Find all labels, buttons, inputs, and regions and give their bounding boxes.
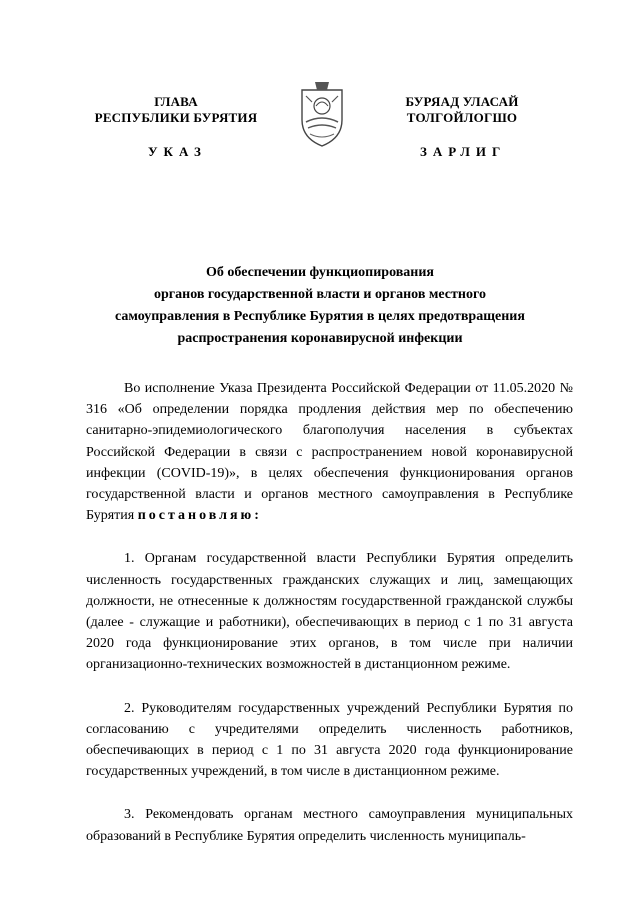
header-left <box>86 94 266 126</box>
resolve-word: постановляю: <box>137 508 262 524</box>
clause-paragraph: 1. Органам государственной власти Республики Бурятия определить численность государственных гражданских служащих и лиц, замещающих должности, не отнесенные к должностям государственной гражданской службы (далее - служащие и работники), обеспечивающих в период с 1 по 31 августа 2020 года функционирование этих органов, в том числе при наличии организационно-технических возможностей в дистанционном режиме. <box>86 551 573 673</box>
decree-label-ru: УКАЗ <box>148 144 207 159</box>
preamble-text: Во исполнение Указа Президента Российской Федерации от 11.05.2020 № 316 «Об определении порядка продления действия мер по обеспечению санитарно-эпидемиологического благополучия населения в субъектах Российской Федерации в связи с распространением новой коронавирусной инфекции (COVID-19)», в целях обеспечения функционирования органов государственной власти и органов местного самоуправления в Республике Бурятия <box>86 381 573 524</box>
document-body <box>86 378 573 869</box>
clause-paragraph: 2. Руководителям государственных учреждений Республики Бурятия по согласованию с учредителями определить численность работников, обеспечивающих в период с 1 по 31 августа 2020 года функционирование государственных учреждений, в том числе в дистанционном режиме. <box>86 700 573 780</box>
title-line: Об обеспечении функциопирования <box>206 265 434 280</box>
title-line: самоуправления в Республике Бурятия в целях предотвращения <box>115 309 525 324</box>
document-title <box>90 262 550 350</box>
preamble-paragraph <box>86 378 573 526</box>
title-line: органов государственной власти и органов местного <box>154 287 486 302</box>
coat-of-arms-emblem <box>296 76 348 148</box>
header-left-line2: РЕСПУБЛИКИ БУРЯТИЯ <box>94 110 258 125</box>
header-right-line2: ТОЛГОЙЛОГШО <box>406 110 518 125</box>
title-line: распространения коронавирусной инфекции <box>177 331 463 346</box>
decree-label-bua: ЗАРЛИГ <box>420 144 507 159</box>
header-left-line1: ГЛАВА <box>154 94 198 109</box>
clause-paragraph: 3. Рекомендовать органам местного самоуправления муниципальных образований в Республике Бурятия определить численность муниципаль- <box>86 807 573 844</box>
header-right-line1: БУРЯАД УЛАСАЙ <box>405 94 519 109</box>
header-right <box>392 94 532 126</box>
